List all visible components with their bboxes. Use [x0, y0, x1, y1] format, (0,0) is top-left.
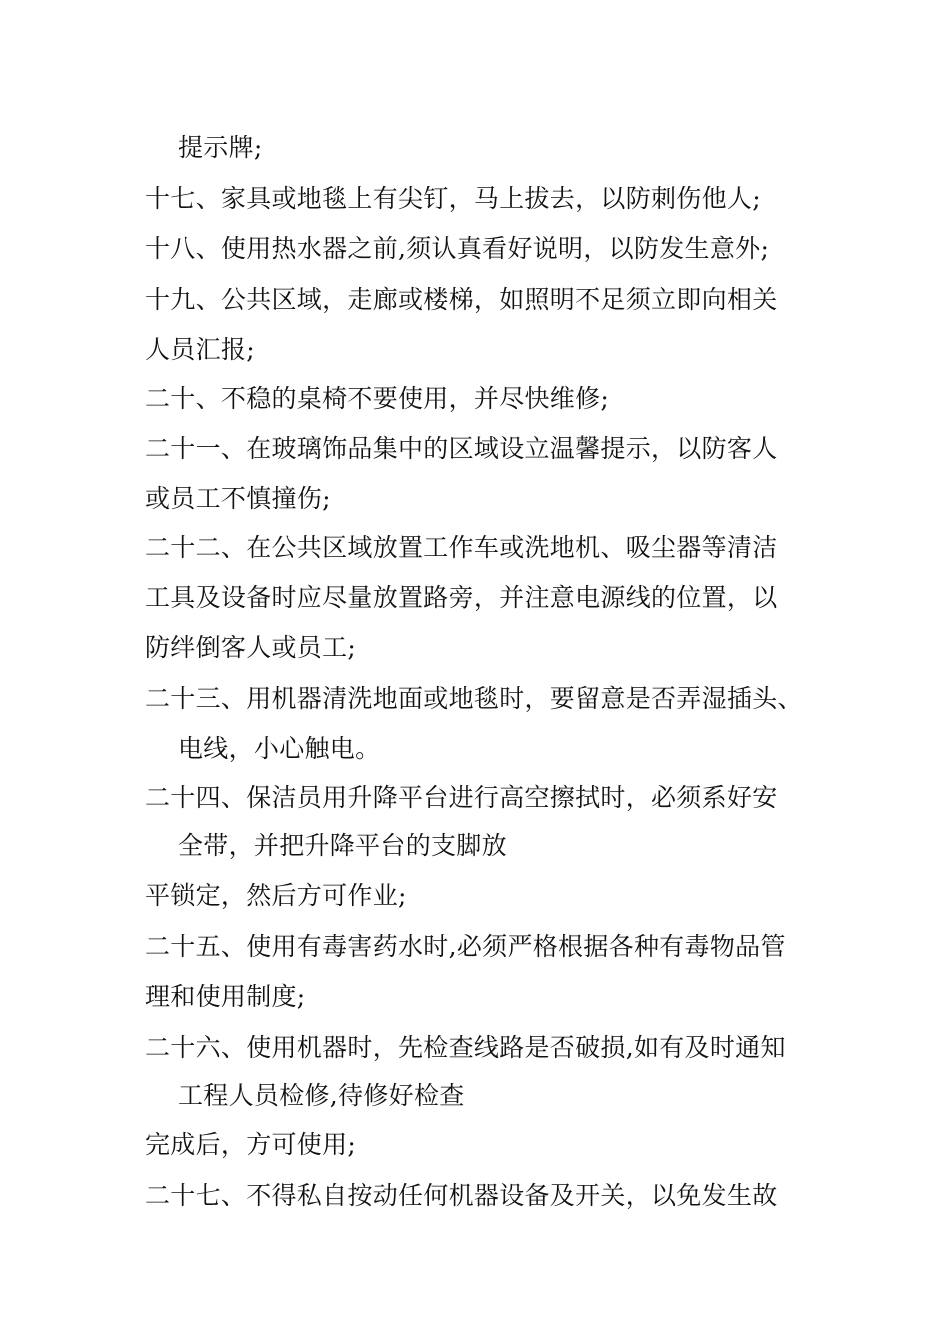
- text-line: 工具及设备时应尽量放置路旁，并注意电源线的位置，以: [145, 583, 778, 612]
- text-line: 十八、使用热水器之前,须认真看好说明，以防发生意外;: [145, 234, 770, 263]
- text-line: 二十三、用机器清洗地面或地毯时，要留意是否弄湿插头、: [145, 684, 803, 713]
- text-line: 十七、家具或地毯上有尖钉，马上拔去，以防刺伤他人;: [145, 184, 761, 213]
- text-line: 二十七、不得私自按动任何机器设备及开关，以免发生故: [145, 1181, 778, 1210]
- text-line: 理和使用制度;: [145, 982, 306, 1011]
- text-line: 全带，并把升降平台的支脚放: [178, 831, 507, 860]
- text-line: 二十二、在公共区域放置工作车或洗地机、吸尘器等清洁: [145, 533, 778, 562]
- text-line: 二十一、在玻璃饰品集中的区域设立温馨提示，以防客人: [145, 434, 778, 463]
- text-line: 完成后，方可使用;: [145, 1130, 357, 1159]
- text-line: 或员工不慎撞伤;: [145, 484, 331, 513]
- text-line: 电线，小心触电。: [178, 734, 381, 763]
- text-line: 工程人员检修,待修好检查: [178, 1081, 465, 1110]
- text-line: 二十五、使用有毒害药水时,必须严格根据各种有毒物品管: [145, 932, 786, 961]
- text-line: 提示牌;: [178, 133, 263, 162]
- text-line: 十九、公共区域，走廊或楼梯，如照明不足须立即向相关: [145, 285, 778, 314]
- text-line: 人员汇报;: [145, 335, 255, 364]
- text-line: 防绊倒客人或员工;: [145, 633, 357, 662]
- text-line: 二十、不稳的桌椅不要使用，并尽快维修;: [145, 384, 610, 413]
- text-line: 平锁定，然后方可作业;: [145, 881, 407, 910]
- text-line: 二十四、保洁员用升降平台进行高空擦拭时，必须系好安: [145, 783, 778, 812]
- text-line: 二十六、使用机器时，先检查线路是否破损,如有及时通知: [145, 1033, 786, 1062]
